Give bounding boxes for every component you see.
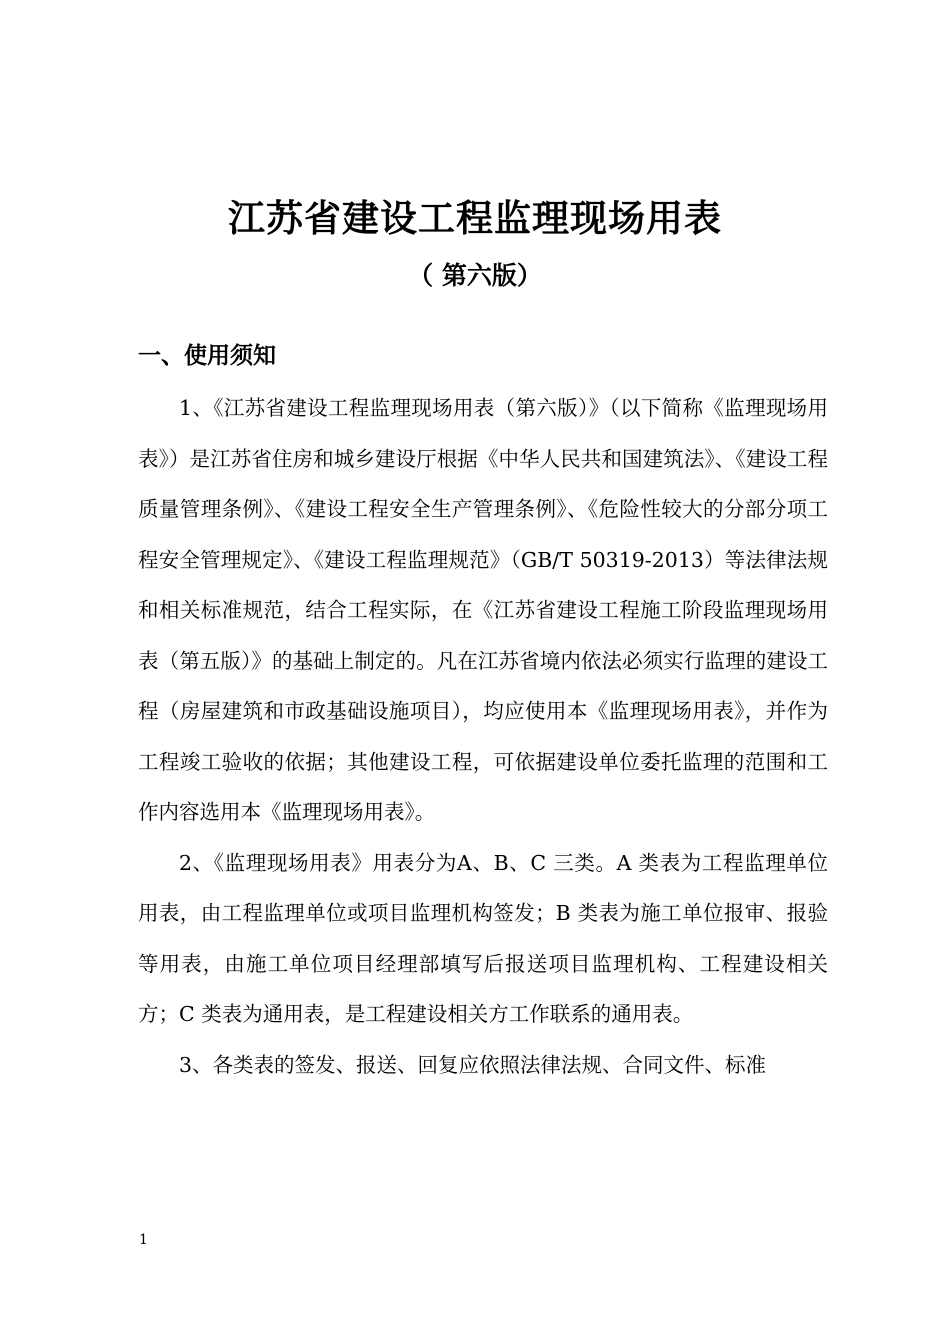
section-heading: 一、使用须知: [138, 342, 276, 369]
document-title: 江苏省建设工程监理现场用表: [228, 196, 722, 240]
body-text: [138, 383, 828, 1090]
page-number: 1: [139, 1232, 148, 1248]
paragraph-1: 1、《江苏省建设工程监理现场用表（第六版）》（以下简称《监理现场用表》）是江苏省住房和城乡建设厅根据《中华人民共和国建筑法》、《建设工程质量管理条例》、《建设工程安全生产管理条例》、《危险性较大的分部分项工程安全管理规定》、《建设工程监理规范》（GB/T 50319-2013）等法律法规和相关标准规范，结合工程实际，在《江苏省建设工程施工阶段监理现场用表（第五版）》的基础上制定的。凡在江苏省境内依法必须实行监理的建设工程（房屋建筑和市政基础设施项目），均应使用本《监理现场用表》，并作为工程竣工验收的依据；其他建设工程，可依据建设单位委托监理的范围和工作内容选用本《监理现场用表》。: [138, 396, 828, 824]
document-subtitle: （ 第六版）: [408, 261, 542, 290]
paragraph-2: 2、《监理现场用表》用表分为A、B、C 三类。A 类表为工程监理单位用表，由工程监理单位或项目监理机构签发；B 类表为施工单位报审、报验等用表，由施工单位项目经理部填写后报送项目监理机构、工程建设相关方；C 类表为通用表，是工程建设相关方工作联系的通用表。: [138, 850, 828, 1026]
paragraph-3: 3、各类表的签发、报送、回复应依照法律法规、合同文件、标准: [179, 1052, 767, 1077]
